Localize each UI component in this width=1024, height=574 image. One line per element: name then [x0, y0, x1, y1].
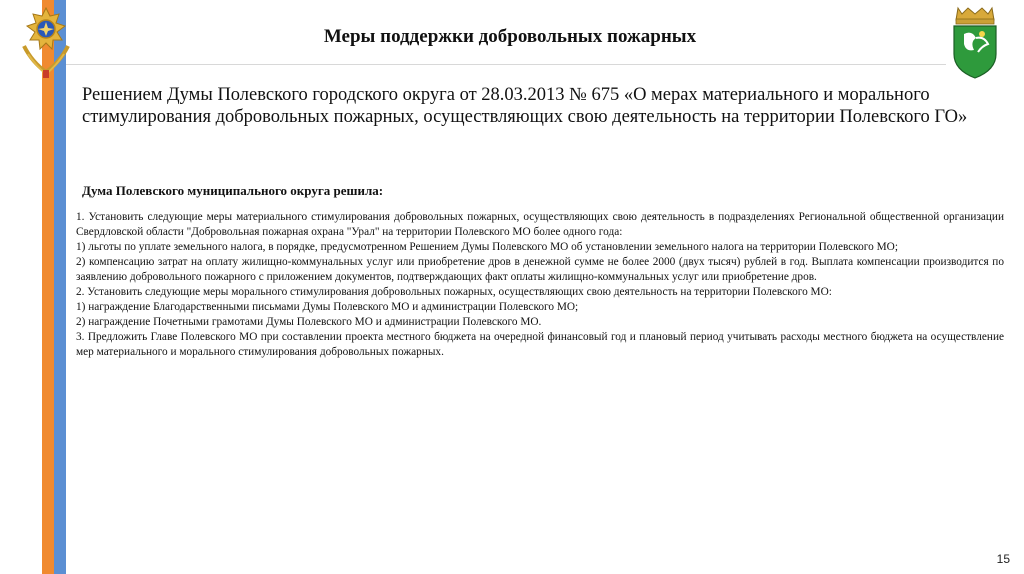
decision-heading: Дума Полевского муниципального округа решила:	[82, 183, 384, 198]
decision-paragraph: 3. Предложить Главе Полевского МО при составлении проекта местного бюджета на очередной финансовый год и плановый период учитывать расходы местного бюджета на осуществление мер материального и морального стимулирования добровольных пожарных.	[76, 331, 1004, 358]
page-number: 15	[996, 552, 1010, 566]
decision-paragraph: 2) компенсацию затрат на оплату жилищно-коммунальных услуг или приобретение дров в денежной сумме не более 2000 (двух тысяч) рублей в год. Выплата компенсации производится по заявлению добровольного пожарного с приложением документов, подтверждающих факт оплаты жилищно-коммунальных услуг или приобретение дров.	[76, 256, 1004, 283]
decision-paragraph: 1) награждение Благодарственными письмами Думы Полевского МО и администрации Полевского МО;	[76, 301, 579, 313]
decision-paragraph: 2) награждение Почетными грамотами Думы Полевского МО и администрации Полевского МО.	[76, 316, 542, 328]
decision-body	[76, 210, 1004, 360]
decision-paragraph: 1. Установить следующие меры материального стимулирования добровольных пожарных, осуществляющих свою деятельность в подразделениях Региональной общественной организации Свердловской области "Добровольная пожарная охрана "Урал" на территории Полевского МО более одного года:	[76, 211, 1004, 238]
page-title: Меры поддержки добровольных пожарных	[323, 26, 697, 47]
emercom-emblem-icon	[14, 2, 78, 84]
header-divider	[66, 64, 946, 65]
decision-paragraph: 1) льготы по уплате земельного налога, в порядке, предусмотренном Решением Думы Полевского МО об установлении земельного налога на территории Полевского МО;	[76, 241, 898, 253]
decision-paragraph: 2. Установить следующие меры морального стимулирования добровольных пожарных, осуществляющих свою деятельность на территории Полевского МО:	[76, 286, 832, 298]
resolution-text: Решением Думы Полевского городского округа от 28.03.2013 № 675 «О мерах материального и морального стимулирования добровольных пожарных, осуществляющих свою деятельность на территории Полевского ГО»	[82, 85, 968, 127]
left-blue-stripe	[54, 0, 66, 574]
city-coat-of-arms-icon	[946, 4, 1004, 80]
left-orange-stripe	[42, 0, 54, 574]
